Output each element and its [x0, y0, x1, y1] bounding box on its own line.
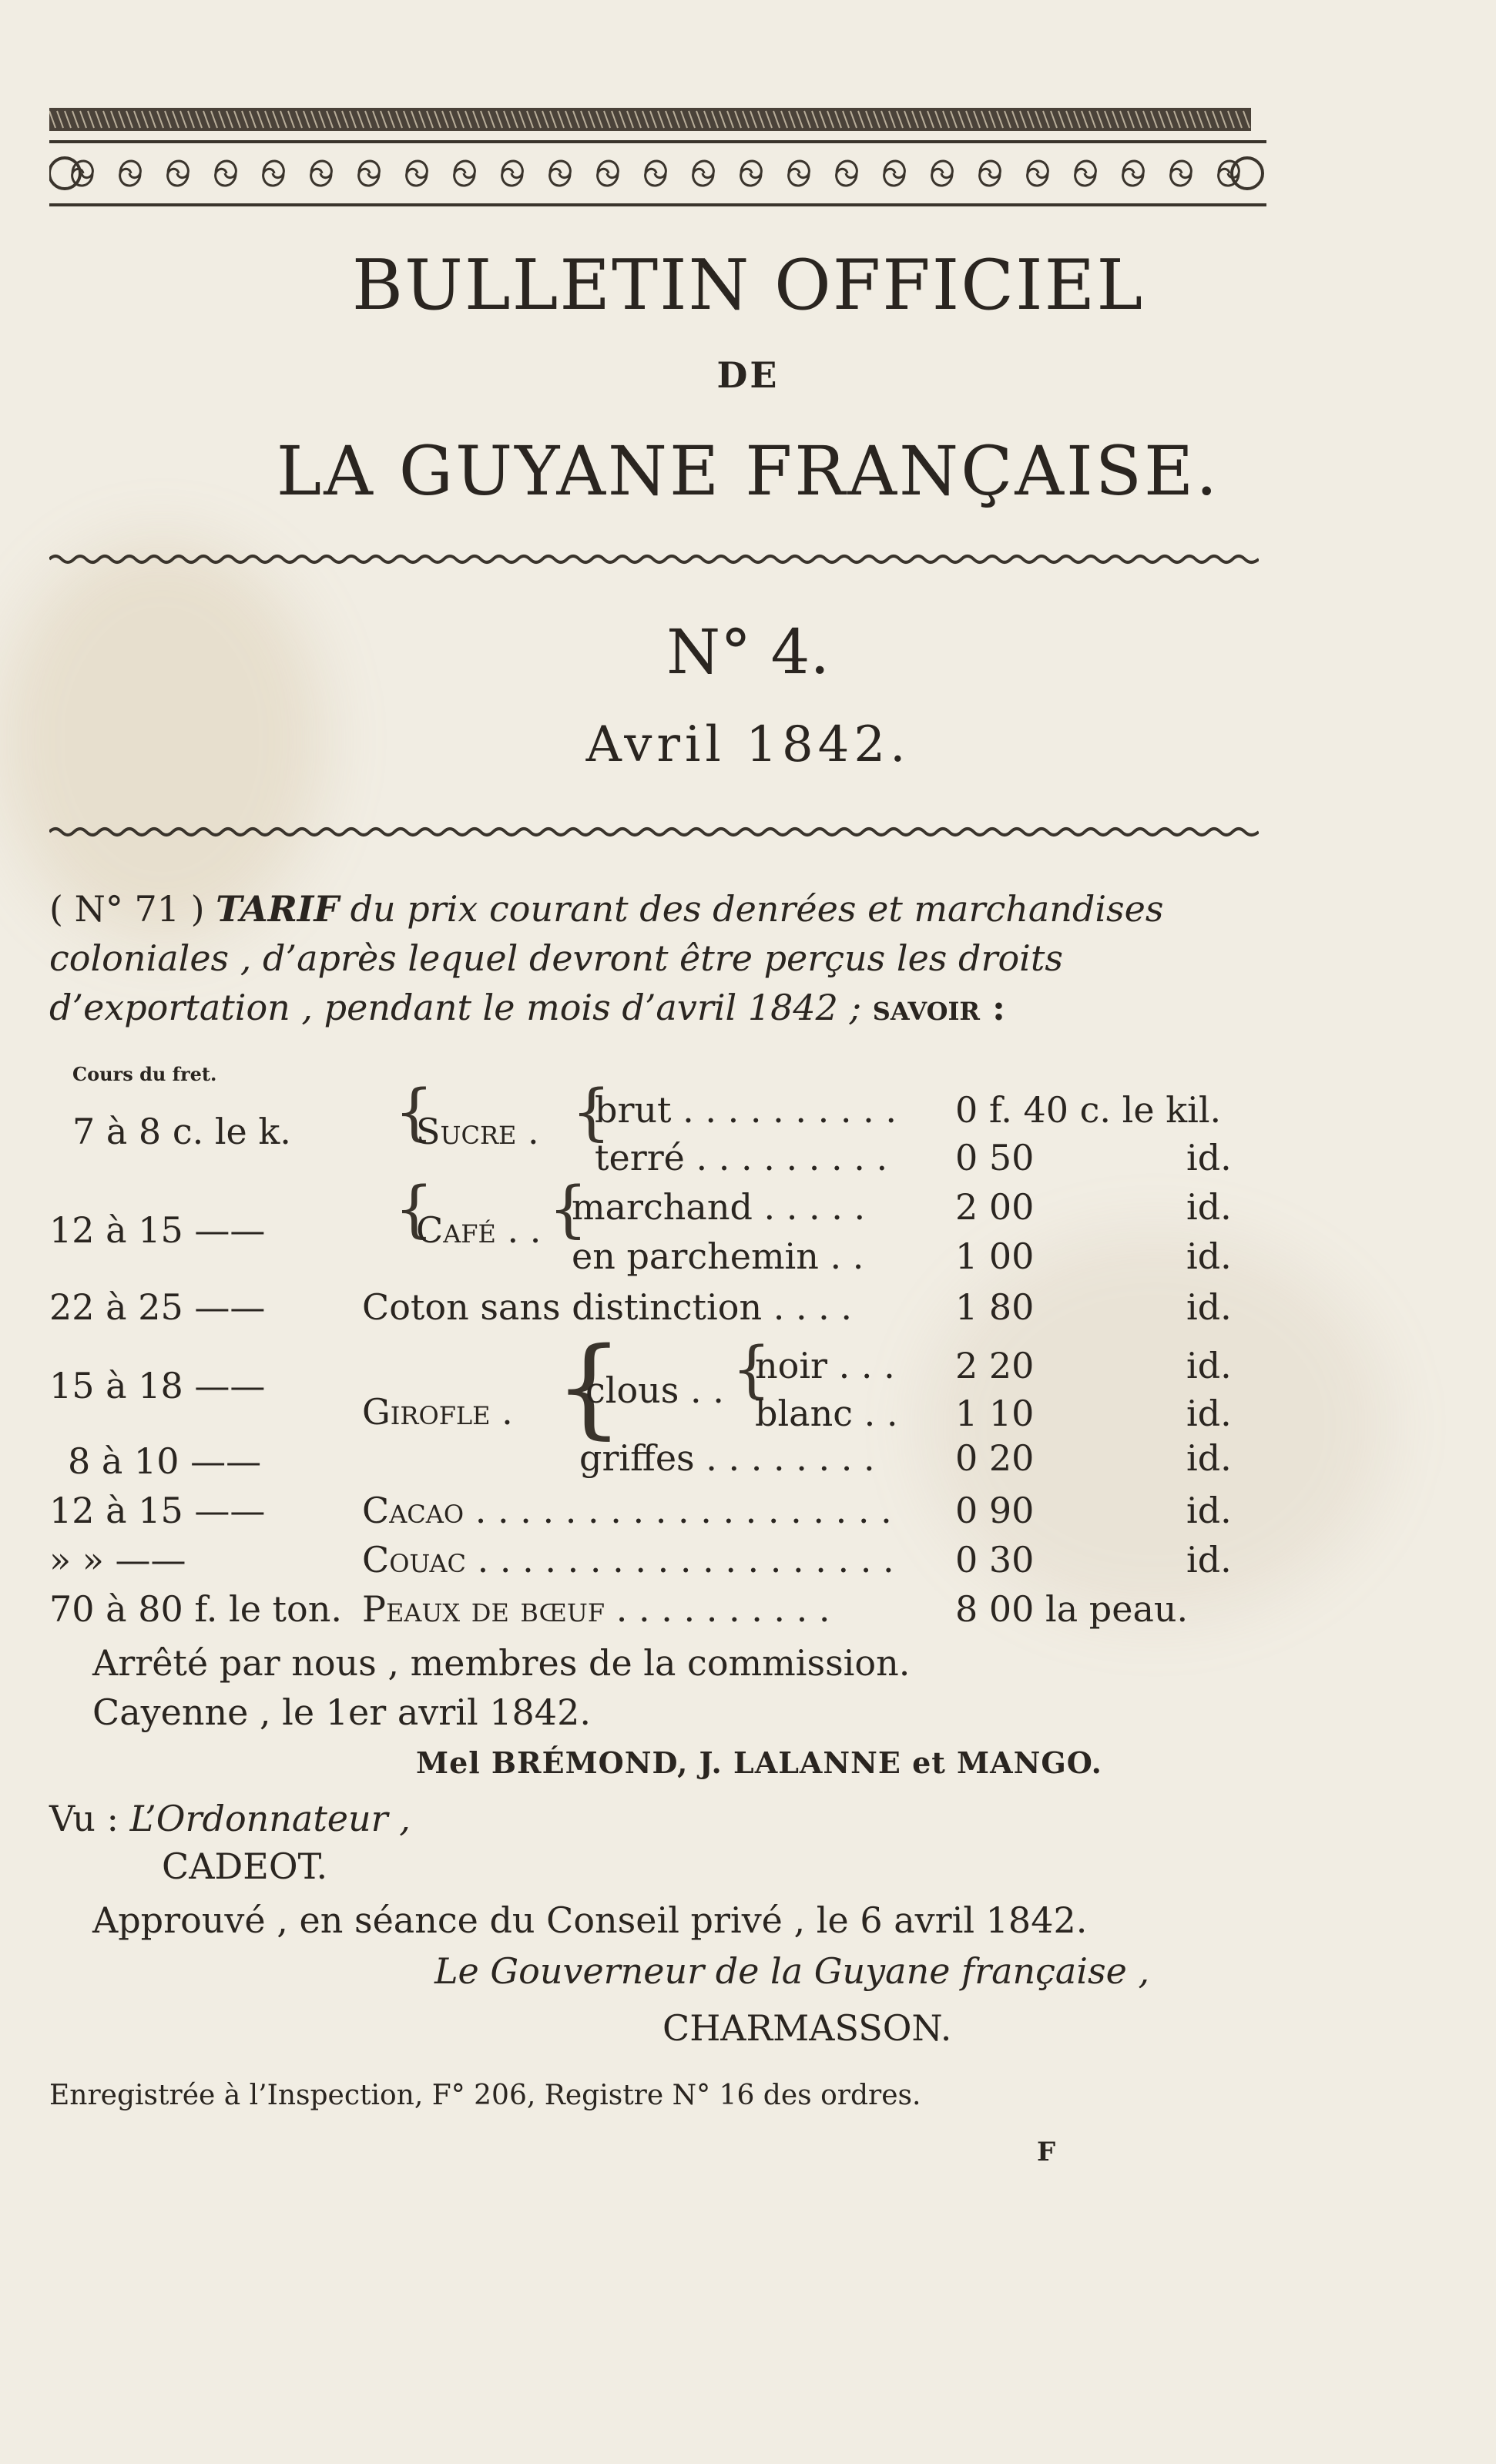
- cafe-marchand: marchand . . . . .: [572, 1186, 866, 1228]
- issue-month: Avril 1842.: [585, 716, 911, 773]
- coton-price: 1 80: [955, 1286, 1035, 1328]
- decorative-rule: [49, 551, 1259, 567]
- decree-number: ( N° 71 ): [49, 888, 205, 930]
- couac-unit: id.: [1186, 1539, 1232, 1581]
- ornamental-border: [49, 139, 1266, 208]
- issue-number: N° 4.: [666, 616, 830, 688]
- colony-title: LA GUYANE FRANÇAISE.: [276, 431, 1220, 511]
- approuve-text: Approuvé , en séance du Conseil privé , le 6 avril 1842.: [92, 1899, 1088, 1941]
- cafe-parchemin: en parchemin . .: [572, 1235, 864, 1277]
- girofle-blanc-price: 1 10: [955, 1393, 1035, 1434]
- girofle-noir-unit: id.: [1186, 1345, 1232, 1386]
- title-connector: DE: [716, 354, 780, 396]
- girofle-freight-2: 8 à 10 ——: [68, 1440, 262, 1482]
- governor-role: Le Gouverneur de la Guyane française ,: [434, 1950, 1150, 1992]
- vu-line: [49, 1798, 411, 1839]
- peaux-freight: 70 à 80 f. le ton.: [49, 1588, 342, 1630]
- coton-unit: id.: [1186, 1286, 1232, 1328]
- cafe-marchand-unit: id.: [1186, 1186, 1232, 1228]
- girofle-clous: clous . .: [585, 1369, 724, 1411]
- sucre-terre-price: 0 50: [955, 1137, 1035, 1178]
- girofle-noir: noir . . .: [755, 1345, 895, 1386]
- coton-label: Coton sans distinction . . . .: [362, 1286, 853, 1328]
- registration-note: Enregistrée à l’Inspection, F° 206, Registre N° 16 des ordres.: [49, 2080, 921, 2111]
- sucre-terre-unit: id.: [1186, 1137, 1232, 1178]
- girofle-noir-price: 2 20: [955, 1345, 1035, 1386]
- brace-icon: {: [555, 1325, 624, 1450]
- freight-column-label: Cours du fret.: [72, 1063, 217, 1085]
- couac-price: 0 30: [955, 1539, 1035, 1581]
- brace-icon: {: [572, 1076, 611, 1148]
- cafe-freight: 12 à 15 ——: [49, 1209, 266, 1251]
- cayenne-date: Cayenne , le 1er avril 1842.: [92, 1691, 591, 1733]
- couac-label: Couac . . . . . . . . . . . . . . . . . . .: [362, 1539, 894, 1581]
- brace-icon: {: [548, 1173, 588, 1245]
- preamble-text: du prix courant des denrées et marchandises coloniales , d’après lequel devront être perçus les droits d’exportation , pendant le mois d’avril 1842 ;: [49, 888, 1164, 1028]
- girofle-griffes-price: 0 20: [955, 1437, 1035, 1479]
- sucre-label: Sucre .: [416, 1111, 539, 1152]
- brace-icon: {: [394, 1173, 434, 1245]
- coton-freight: 22 à 25 ——: [49, 1286, 266, 1328]
- cacao-price: 0 90: [955, 1490, 1035, 1531]
- tarif-word: TARIF: [216, 888, 339, 930]
- vu-label: Vu :: [49, 1798, 130, 1839]
- tariff-preamble: [49, 884, 1259, 1032]
- ordonnateur-name: CADEOT.: [162, 1845, 328, 1887]
- ornament-bar: [49, 108, 1251, 131]
- sucre-brut-price: 0 f. 40 c. le kil.: [955, 1089, 1222, 1131]
- girofle-freight-1: 15 à 18 ——: [49, 1365, 266, 1406]
- girofle-griffes-unit: id.: [1186, 1437, 1232, 1479]
- sucre-terre: terré . . . . . . . . .: [595, 1137, 888, 1178]
- cacao-label: Cacao . . . . . . . . . . . . . . . . . . .: [362, 1490, 892, 1531]
- signature-mark: F: [1037, 2137, 1056, 2167]
- cacao-freight: 12 à 15 ——: [49, 1490, 266, 1531]
- couac-freight: » » ——: [49, 1539, 186, 1581]
- signatories: Mel BRÉMOND, J. LALANNE et MANGO.: [416, 1745, 1102, 1780]
- arrete-text: Arrêté par nous , membres de la commission.: [92, 1642, 911, 1684]
- brace-icon: {: [732, 1333, 771, 1405]
- savoir-word: savoir :: [872, 987, 1006, 1028]
- sucre-brut: brut . . . . . . . . . .: [595, 1089, 897, 1131]
- girofle-label: Girofle .: [362, 1391, 513, 1433]
- girofle-griffes: griffes . . . . . . . .: [579, 1437, 875, 1479]
- girofle-blanc-unit: id.: [1186, 1393, 1232, 1434]
- cafe-label: Café . .: [416, 1209, 542, 1251]
- governor-name: CHARMASSON.: [662, 2007, 952, 2049]
- peaux-price: 8 00 la peau.: [955, 1588, 1189, 1630]
- brace-icon: {: [394, 1076, 434, 1148]
- girofle-blanc: blanc . .: [755, 1393, 898, 1434]
- cacao-unit: id.: [1186, 1490, 1232, 1531]
- cafe-parchemin-price: 1 00: [955, 1235, 1035, 1277]
- bulletin-title: BULLETIN OFFICIEL: [351, 245, 1145, 326]
- decorative-rule: [49, 824, 1259, 840]
- peaux-label: Peaux de bœuf . . . . . . . . . .: [362, 1588, 830, 1630]
- sucre-freight: 7 à 8 c. le k.: [72, 1111, 291, 1152]
- cafe-marchand-price: 2 00: [955, 1186, 1035, 1228]
- cafe-parchemin-unit: id.: [1186, 1235, 1232, 1277]
- vu-role: L’Ordonnateur ,: [129, 1798, 411, 1839]
